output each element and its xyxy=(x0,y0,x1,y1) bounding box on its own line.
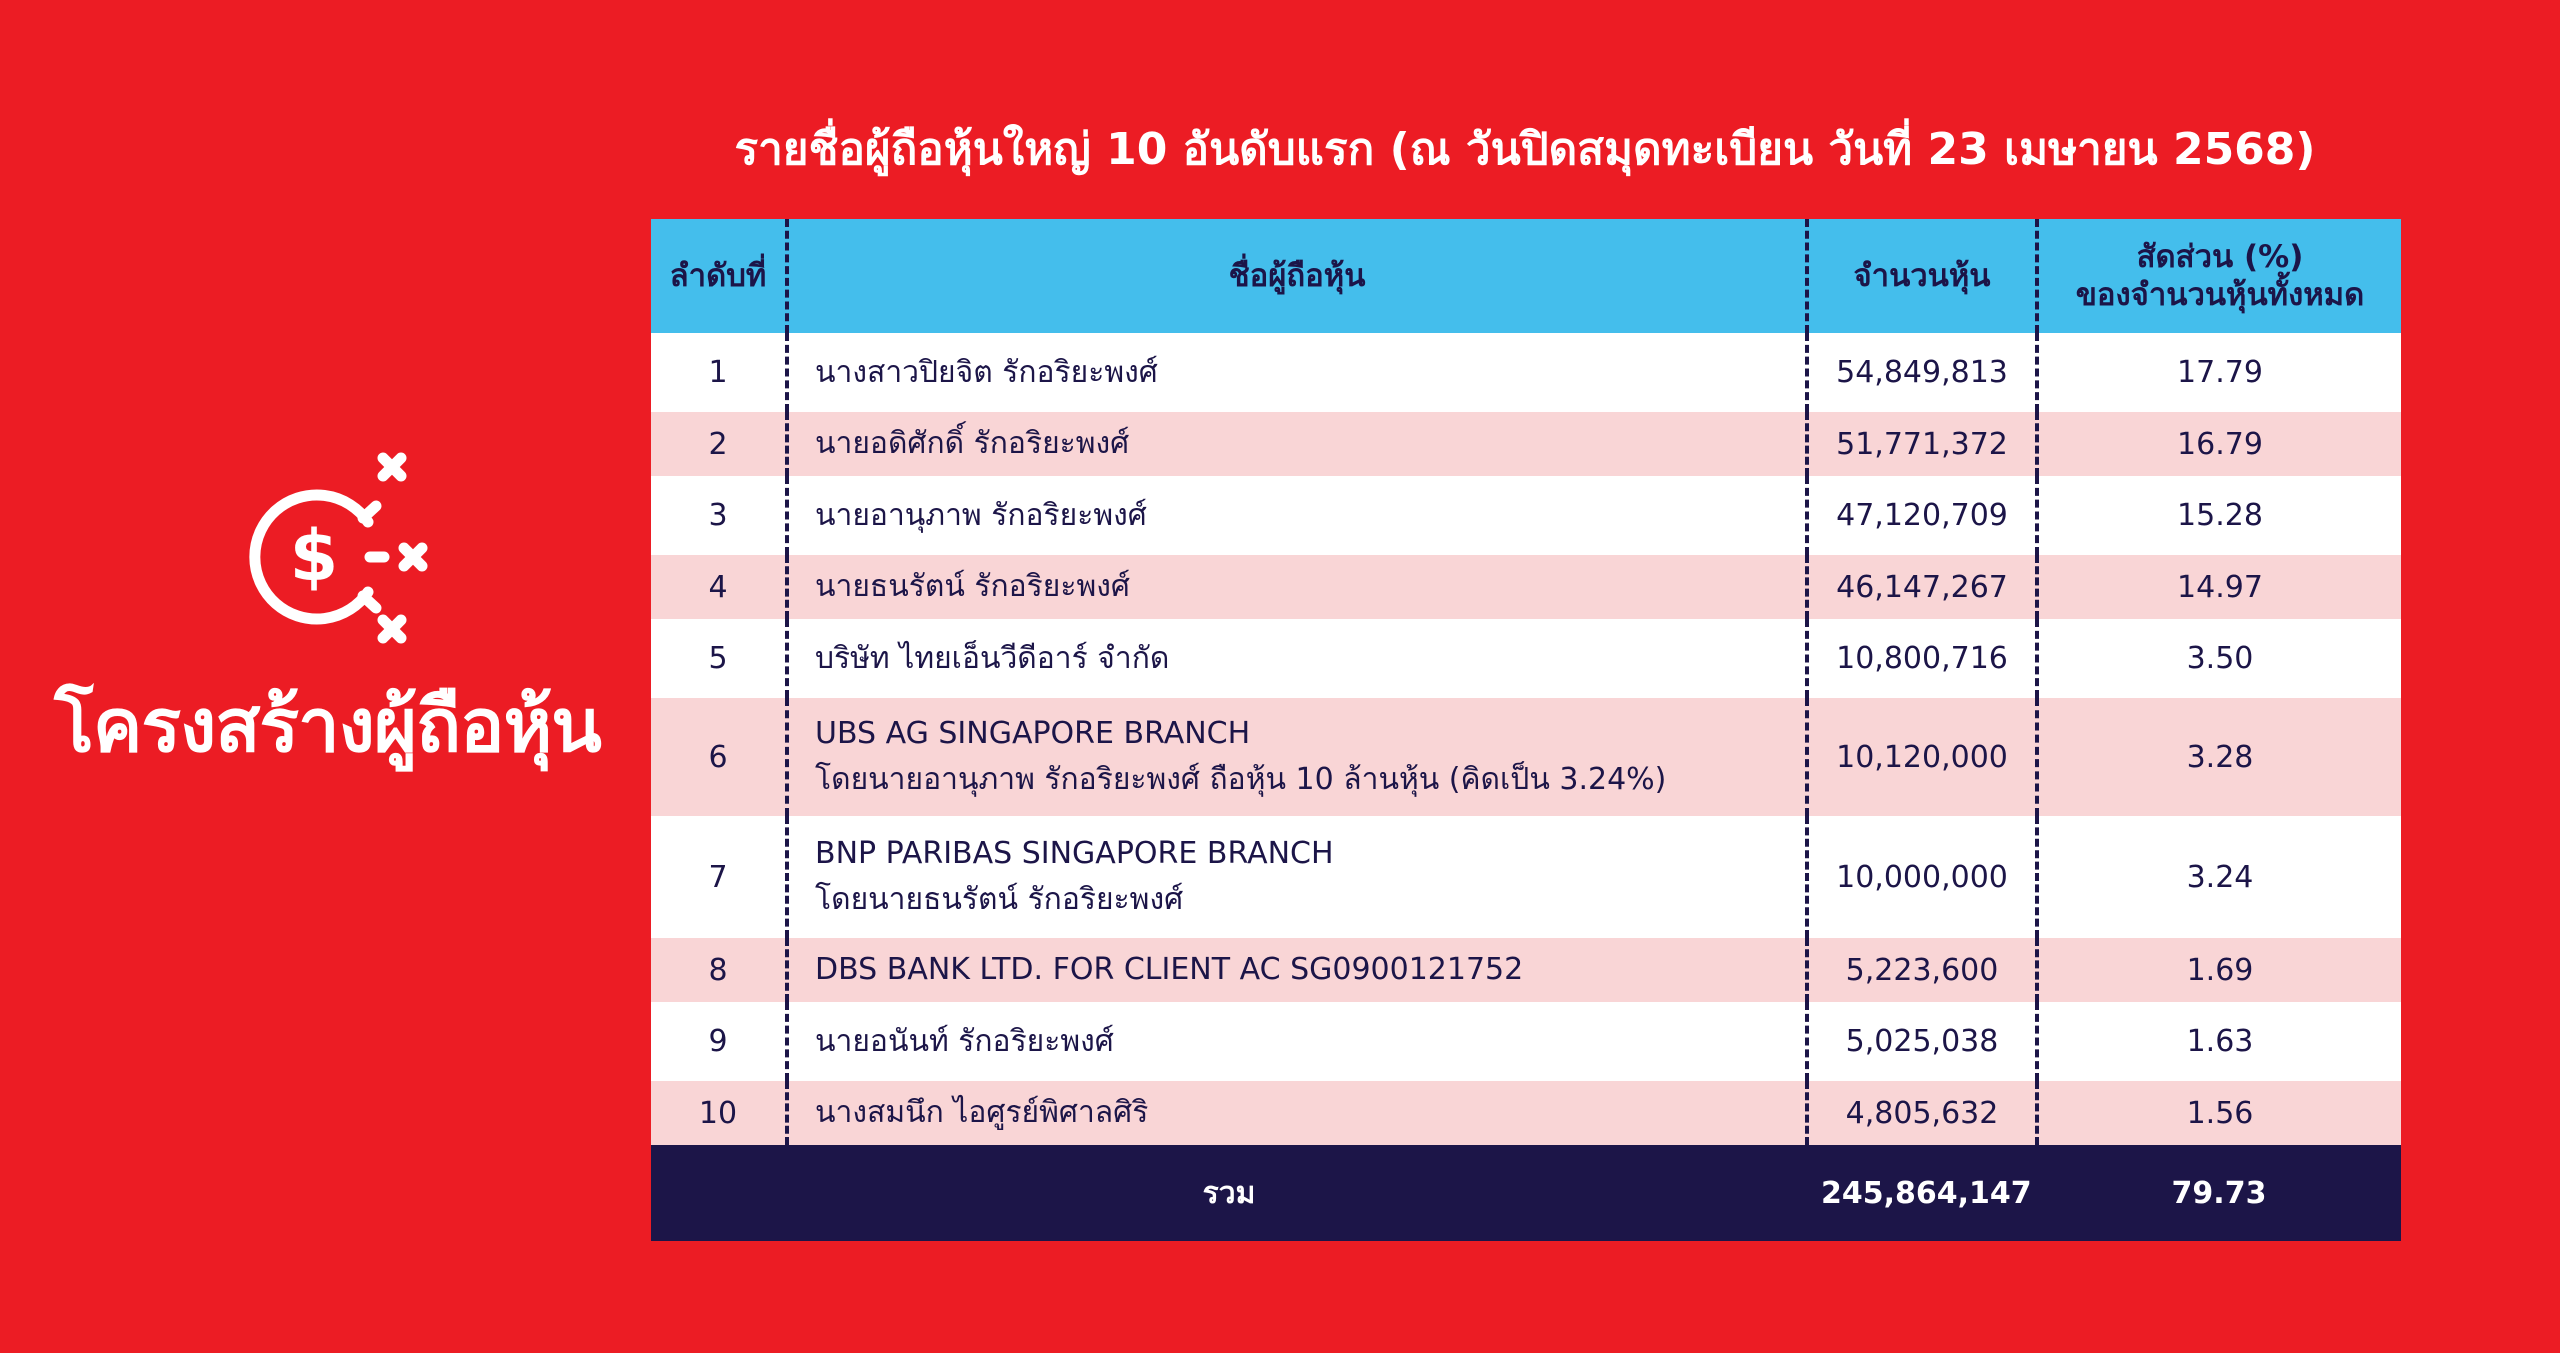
total-row xyxy=(651,1145,2401,1241)
ratio-cell: 17.79 xyxy=(2037,333,2401,412)
ratio-cell: 14.97 xyxy=(2037,555,2401,619)
ratio-cell: 15.28 xyxy=(2037,476,2401,555)
rank-cell: 7 xyxy=(651,816,787,938)
table-row xyxy=(651,938,2401,1002)
table-title: รายชื่อผู้ถือหุ้นใหญ่ 10 อันดับแรก (ณ วันปิดสมุดทะเบียน วันที่ 23 เมษายน 2568) xyxy=(734,124,2316,175)
total-label: รวม xyxy=(651,1145,1807,1241)
name-line-2: โดยนายธนรัตน์ รักอริยะพงศ์ xyxy=(815,882,1184,917)
table-row xyxy=(651,333,2401,412)
header-rank: ลำดับที่ xyxy=(651,219,787,333)
shares-cell: 10,000,000 xyxy=(1807,816,2037,938)
shares-cell: 4,805,632 xyxy=(1807,1081,2037,1145)
ratio-cell: 3.50 xyxy=(2037,619,2401,698)
rank-cell: 8 xyxy=(651,938,787,1002)
header-name: ชื่อผู้ถือหุ้น xyxy=(787,219,1807,333)
name-cell: นายอนันท์ รักอริยะพงศ์ xyxy=(787,1002,1807,1081)
name-line-1: BNP PARIBAS SINGAPORE BRANCH xyxy=(815,836,1334,871)
header-shares: จำนวนหุ้น xyxy=(1807,219,2037,333)
name-line-2: โดยนายอานุภาพ รักอริยะพงศ์ ถือหุ้น 10 ล้านหุ้น (คิดเป็น 3.24%) xyxy=(815,762,1667,797)
ratio-cell: 16.79 xyxy=(2037,412,2401,476)
page-title: โครงสร้างผู้ถือหุ้น xyxy=(54,683,601,769)
table-row xyxy=(651,1002,2401,1081)
rank-cell: 1 xyxy=(651,333,787,412)
table-row xyxy=(651,816,2401,938)
table-row xyxy=(651,1081,2401,1145)
ratio-cell: 1.56 xyxy=(2037,1081,2401,1145)
rank-cell: 9 xyxy=(651,1002,787,1081)
table-header-row xyxy=(651,219,2401,333)
total-shares: 245,864,147 xyxy=(1807,1145,2037,1241)
total-ratio: 79.73 xyxy=(2037,1145,2401,1241)
ratio-cell: 1.69 xyxy=(2037,938,2401,1002)
name-line-1: UBS AG SINGAPORE BRANCH xyxy=(815,716,1251,751)
rank-cell: 4 xyxy=(651,555,787,619)
dollar-coin-icon xyxy=(218,440,438,650)
shares-cell: 54,849,813 xyxy=(1807,333,2037,412)
shares-cell: 47,120,709 xyxy=(1807,476,2037,555)
table-row xyxy=(651,555,2401,619)
table-row xyxy=(651,476,2401,555)
shares-cell: 46,147,267 xyxy=(1807,555,2037,619)
name-cell: นางสมนึก ไอศูรย์พิศาลศิริ xyxy=(787,1081,1807,1145)
rank-cell: 3 xyxy=(651,476,787,555)
rank-cell: 2 xyxy=(651,412,787,476)
ratio-cell: 1.63 xyxy=(2037,1002,2401,1081)
name-cell: นางสาวปิยจิต รักอริยะพงศ์ xyxy=(787,333,1807,412)
left-panel xyxy=(0,440,655,767)
svg-text:$: $ xyxy=(289,515,338,597)
shares-cell: 51,771,372 xyxy=(1807,412,2037,476)
name-cell: นายอานุภาพ รักอริยะพงศ์ xyxy=(787,476,1807,555)
ratio-cell: 3.28 xyxy=(2037,698,2401,816)
name-cell: นายอดิศักดิ์ รักอริยะพงศ์ xyxy=(787,412,1807,476)
name-cell: นายธนรัตน์ รักอริยะพงศ์ xyxy=(787,555,1807,619)
header-ratio-line2: ของจำนวนหุ้นทั้งหมด xyxy=(2075,277,2365,313)
table-row xyxy=(651,412,2401,476)
shares-cell: 5,223,600 xyxy=(1807,938,2037,1002)
shareholder-table xyxy=(651,219,2401,1241)
ratio-cell: 3.24 xyxy=(2037,816,2401,938)
shares-cell: 10,800,716 xyxy=(1807,619,2037,698)
name-cell xyxy=(787,698,1807,816)
header-ratio xyxy=(2037,219,2401,333)
name-cell: บริษัท ไทยเอ็นวีดีอาร์ จำกัด xyxy=(787,619,1807,698)
name-cell: DBS BANK LTD. FOR CLIENT AC SG0900121752 xyxy=(787,938,1807,1002)
header-ratio-line1: สัดส่วน (%) xyxy=(2136,239,2304,275)
table-row xyxy=(651,698,2401,816)
rank-cell: 10 xyxy=(651,1081,787,1145)
table-row xyxy=(651,619,2401,698)
shares-cell: 5,025,038 xyxy=(1807,1002,2037,1081)
name-cell xyxy=(787,816,1807,938)
rank-cell: 6 xyxy=(651,698,787,816)
shares-cell: 10,120,000 xyxy=(1807,698,2037,816)
rank-cell: 5 xyxy=(651,619,787,698)
